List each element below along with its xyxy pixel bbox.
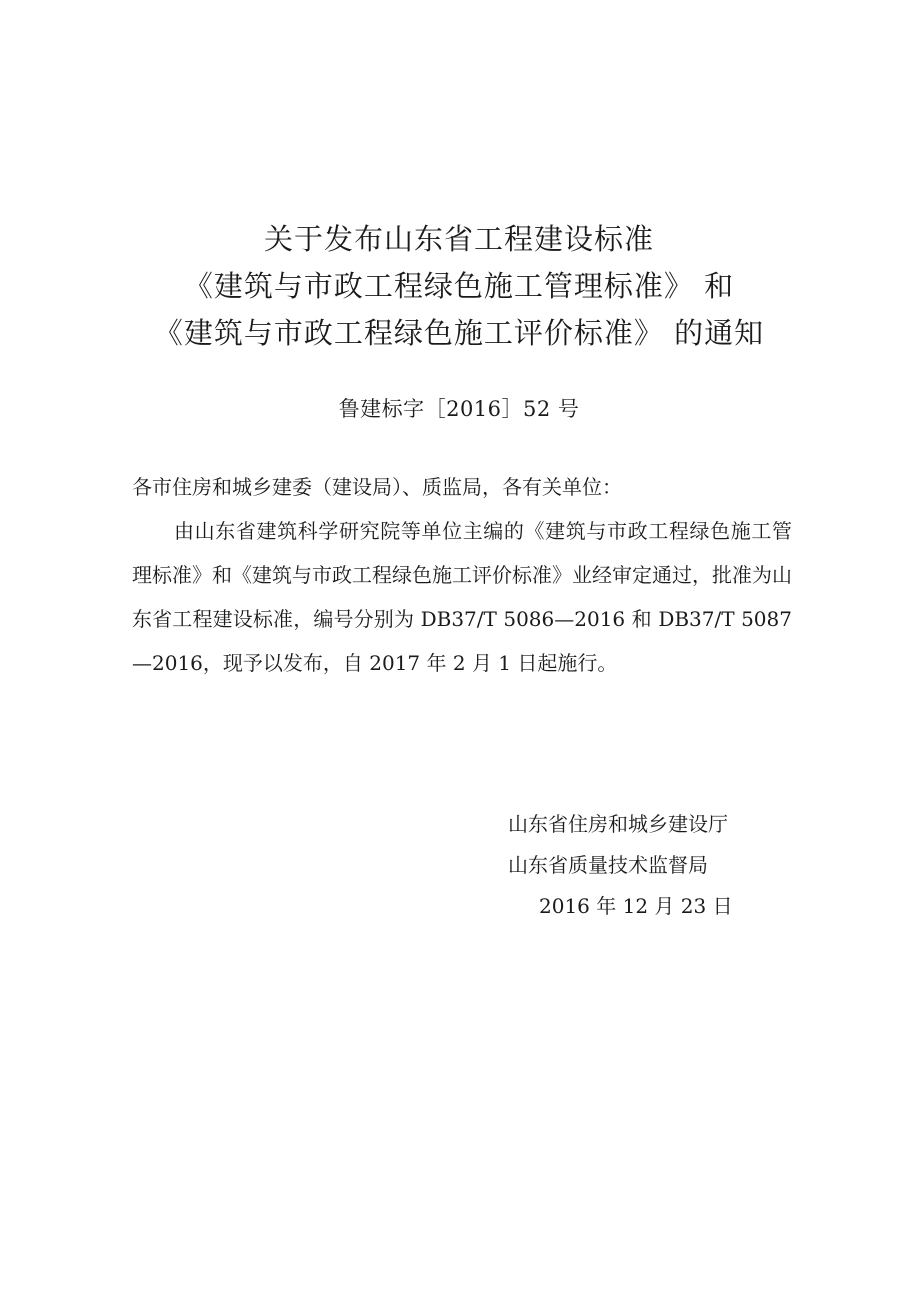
signature-block — [508, 804, 733, 927]
issuing-org-1: 山东省住房和城乡建设厅 — [508, 812, 728, 836]
document-number: 鲁建标字［2016］52 号 — [338, 397, 580, 421]
notice-body — [132, 465, 792, 685]
title-line-1: 关于发布山东省工程建设标准 — [263, 222, 654, 256]
body-paragraph: 由山东省建筑科学研究院等单位主编的《建筑与市政工程绿色施工管理标准》和《建筑与市政工程绿色施工评价标准》业经审定通过，批准为山东省工程建设标准，编号分别为 DB37/T 5086—2016 和 DB37/T 5087—2016，现予以发布，自 2017 年 2 月 1 日起施行。 — [132, 519, 792, 675]
issue-date: 2016 年 12 月 23 日 — [539, 894, 733, 918]
title-line-3: 《建筑与市政工程绿色施工评价标准》 的通知 — [153, 316, 765, 350]
notice-title — [0, 216, 918, 357]
title-line-2: 《建筑与市政工程绿色施工管理标准》 和 — [183, 269, 735, 303]
salutation: 各市住房和城乡建委（建设局）、质监局，各有关单位： — [132, 475, 622, 499]
issuing-org-2: 山东省质量技术监督局 — [508, 853, 708, 877]
